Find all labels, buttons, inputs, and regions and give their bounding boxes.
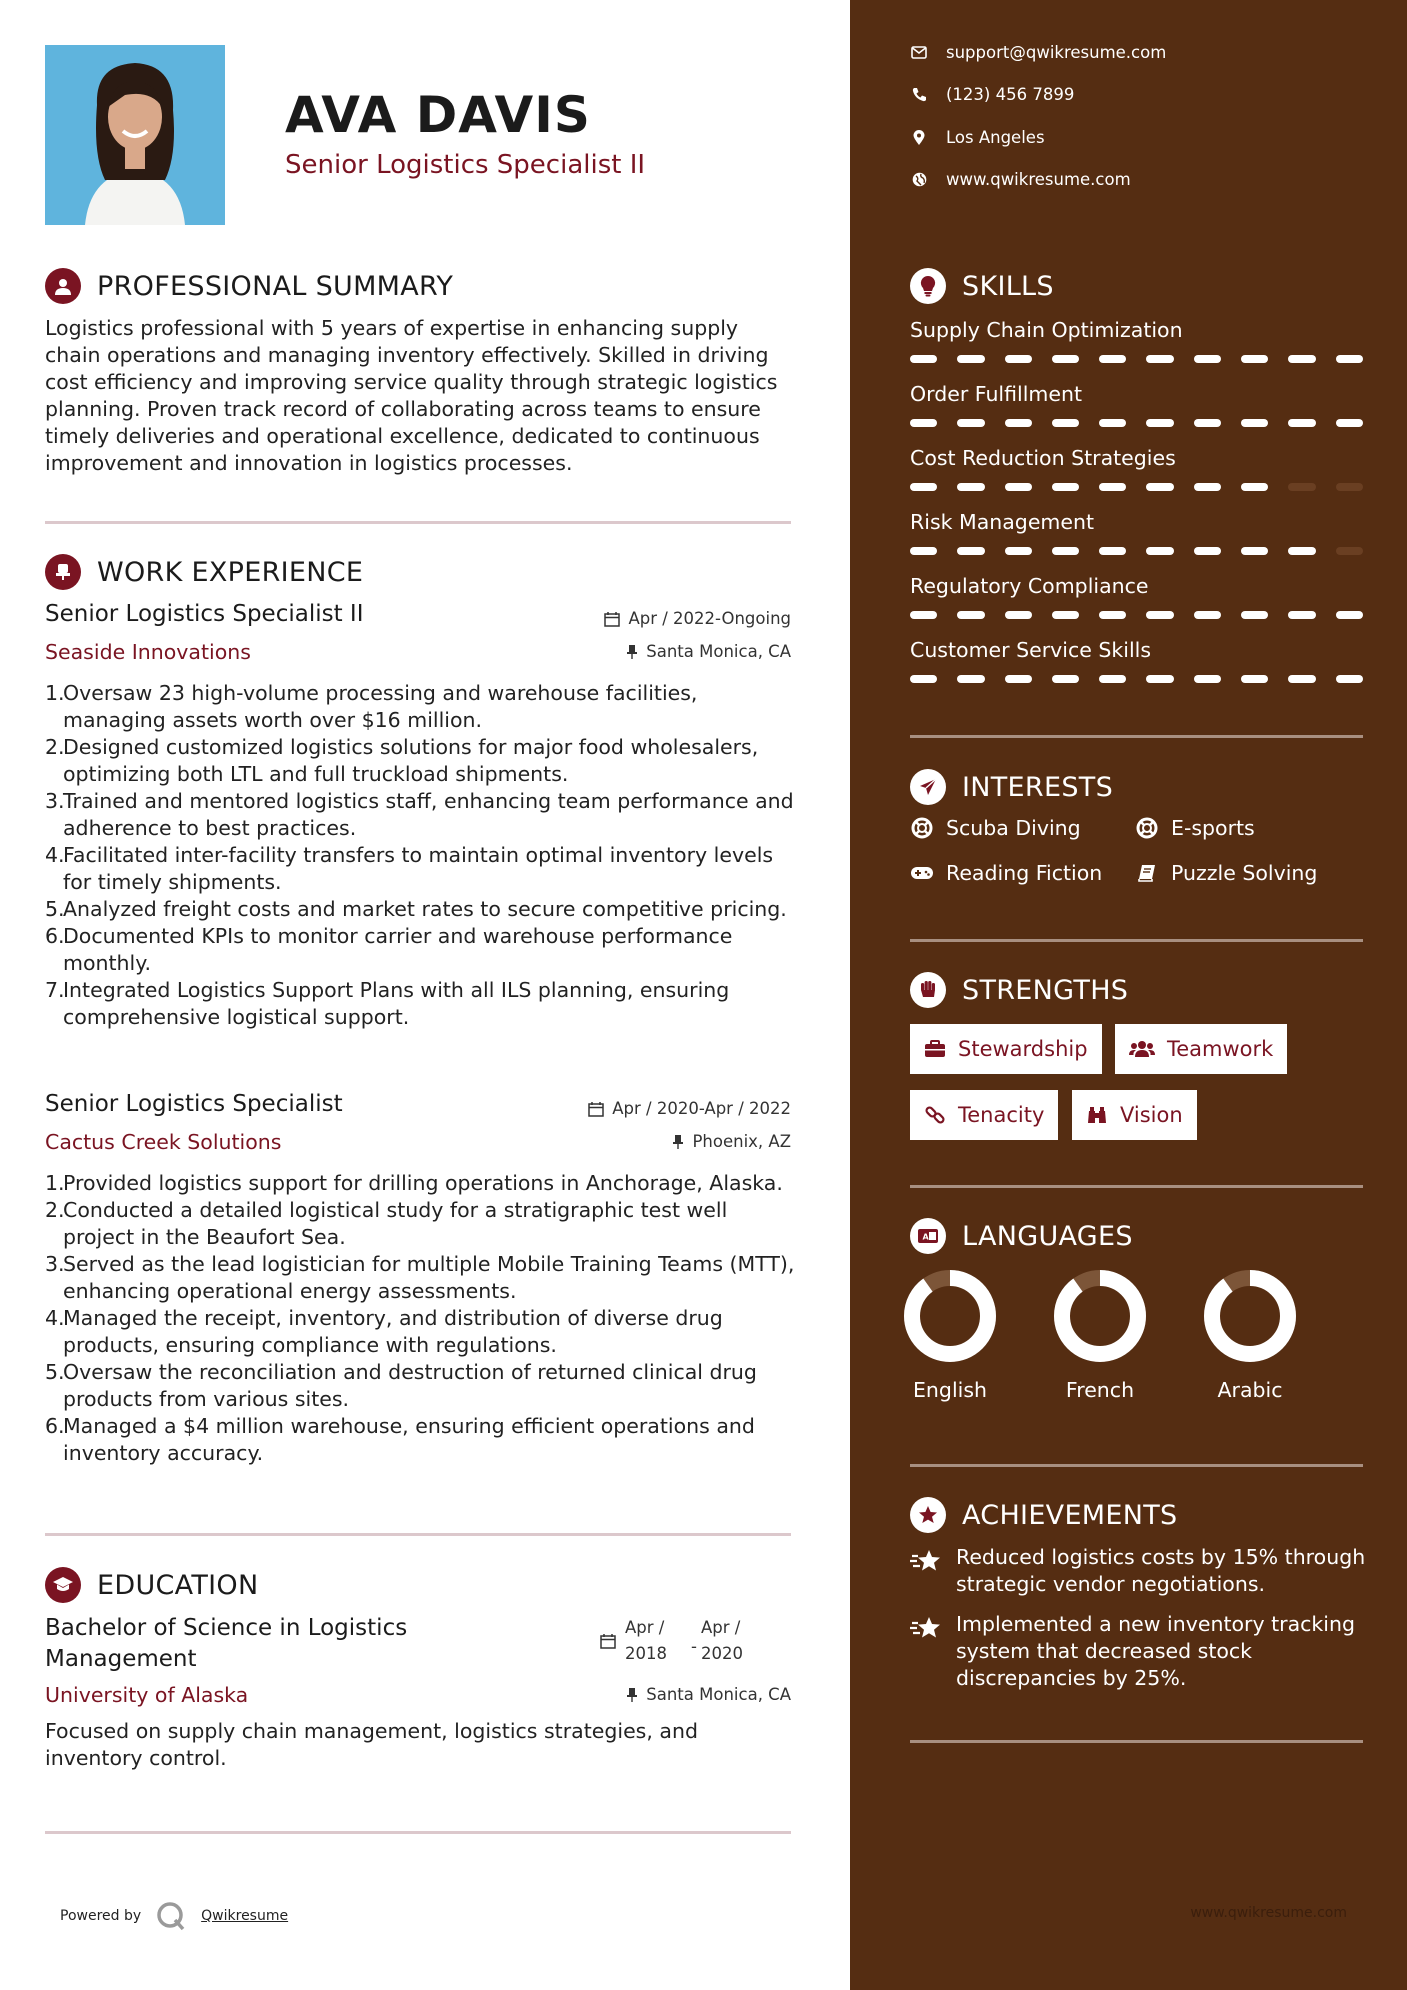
skill-name: Risk Management bbox=[910, 510, 1095, 534]
language-proficiency-arc bbox=[1212, 1278, 1288, 1354]
language-name: Arabic bbox=[1217, 1378, 1283, 1402]
graduation-cap-icon bbox=[45, 1567, 81, 1603]
skill-level-segment bbox=[1052, 419, 1079, 427]
skill-level-segment bbox=[1194, 611, 1221, 619]
strengths-heading-label: STRENGTHS bbox=[962, 974, 1129, 1006]
interest-item bbox=[1135, 861, 1317, 885]
skills-heading bbox=[910, 268, 1054, 304]
job-title: Senior Logistics Specialist bbox=[45, 1091, 343, 1117]
language-proficiency-ring bbox=[902, 1268, 998, 1364]
skill-level-segment bbox=[1241, 611, 1268, 619]
skill-level-segment bbox=[1241, 675, 1268, 683]
achievement-item bbox=[910, 1611, 1370, 1692]
star-icon bbox=[910, 1548, 942, 1598]
calendar-icon bbox=[600, 1633, 616, 1649]
education-heading bbox=[45, 1567, 258, 1603]
school-name: University of Alaska bbox=[45, 1683, 249, 1707]
achievements-heading-label: ACHIEVEMENTS bbox=[962, 1499, 1178, 1531]
skill-level-segment bbox=[1099, 675, 1126, 683]
interest-label: Puzzle Solving bbox=[1171, 861, 1318, 885]
skill-level-segment bbox=[910, 483, 937, 491]
skill-level-segment bbox=[1194, 419, 1221, 427]
skill-level-segment bbox=[1099, 419, 1126, 427]
interest-label: Reading Fiction bbox=[946, 861, 1103, 885]
language-name: English bbox=[912, 1378, 988, 1402]
binoculars-icon bbox=[1086, 1105, 1108, 1125]
achievement-text: Reduced logistics costs by 15% through strategic vendor negotiations. bbox=[956, 1545, 1366, 1596]
skill-level-segment bbox=[957, 611, 984, 619]
languages-heading bbox=[910, 1218, 1133, 1254]
skill-level-segment bbox=[1194, 483, 1221, 491]
star-icon bbox=[910, 1615, 942, 1692]
skill-level-segment bbox=[1241, 483, 1268, 491]
skill-name: Order Fulfillment bbox=[910, 382, 1083, 406]
skill-level-segment bbox=[1005, 355, 1032, 363]
contact-location bbox=[910, 128, 1045, 147]
skill-level-segment bbox=[1288, 675, 1315, 683]
list-item: 4. Managed the receipt, inventory, and distribution of diverse drug products, ensuring compliance with regulations. bbox=[45, 1306, 723, 1357]
skill-level-segment bbox=[1336, 611, 1363, 619]
globe-icon bbox=[910, 171, 928, 189]
list-item: 1. Oversaw 23 high-volume processing and warehouse facilities, managing assets worth over $16 million. bbox=[45, 681, 698, 732]
experience-heading bbox=[45, 554, 363, 590]
divider bbox=[45, 1533, 791, 1536]
divider bbox=[910, 1185, 1363, 1188]
skill-level-segment bbox=[1146, 419, 1173, 427]
skill-level-segment bbox=[957, 483, 984, 491]
powered-by-label: Powered by bbox=[60, 1908, 142, 1924]
calendar-icon bbox=[604, 611, 620, 627]
strengths-heading bbox=[910, 972, 1128, 1008]
phone-icon bbox=[910, 86, 928, 104]
list-item: 6. Documented KPIs to monitor carrier and warehouse performance monthly. bbox=[45, 924, 733, 975]
skill-level-segment bbox=[1005, 419, 1032, 427]
skill-level-segment bbox=[957, 419, 984, 427]
achievement-text: Implemented a new inventory tracking system that decreased stock discrepancies by 25%. bbox=[956, 1612, 1356, 1690]
contact-email-text: support@qwikresume.com bbox=[946, 43, 1167, 62]
skill-level-segment bbox=[1052, 611, 1079, 619]
skill-level-bar bbox=[910, 355, 1363, 363]
contact-phone-text: (123) 456 7899 bbox=[946, 85, 1075, 104]
skill-level-segment bbox=[1336, 547, 1363, 555]
users-icon bbox=[1129, 1040, 1155, 1058]
skill-level-segment bbox=[1146, 547, 1173, 555]
language-proficiency-ring bbox=[1202, 1268, 1298, 1364]
star-badge-icon bbox=[910, 1497, 946, 1533]
languages-heading-label: LANGUAGES bbox=[962, 1220, 1133, 1252]
interest-label: Scuba Diving bbox=[946, 816, 1081, 840]
skill-level-segment bbox=[1194, 547, 1221, 555]
sidebar bbox=[850, 0, 1407, 1990]
interest-label: E-sports bbox=[1171, 816, 1255, 840]
skill-name: Supply Chain Optimization bbox=[910, 318, 1183, 342]
skill-level-segment bbox=[1099, 483, 1126, 491]
qwikresume-logo-icon bbox=[155, 1900, 187, 1932]
skill-level-segment bbox=[957, 675, 984, 683]
contact-email[interactable] bbox=[910, 43, 1166, 62]
degree-line: Management bbox=[45, 1646, 197, 1672]
job-location-text: Santa Monica, CA bbox=[646, 642, 791, 661]
divider bbox=[45, 1831, 791, 1834]
summary-heading bbox=[45, 268, 453, 304]
interests-heading bbox=[910, 769, 1113, 805]
skill-level-segment bbox=[910, 675, 937, 683]
contact-website[interactable] bbox=[910, 170, 1131, 189]
pin-icon bbox=[626, 644, 638, 660]
briefcase-icon bbox=[924, 1040, 946, 1058]
interests-heading-label: INTERESTS bbox=[962, 771, 1114, 803]
life-ring-icon bbox=[1135, 816, 1159, 840]
education-location-text: Santa Monica, CA bbox=[646, 1685, 791, 1704]
divider bbox=[910, 939, 1363, 942]
book-icon bbox=[1135, 861, 1159, 885]
skill-level-segment bbox=[1241, 355, 1268, 363]
language-proficiency-arc bbox=[912, 1278, 988, 1354]
summary-text: Logistics professional with 5 years of expertise in enhancing supply chain operations and managing inventory effectively. Skilled in driving cost efficiency and improving service quality through strategic logistics planning. Proven track record of collaborating across teams to ensure timely deliveries and operational excellence, dedicated to continuous improvement and innovation in logistics processes. bbox=[45, 316, 778, 475]
achievement-item bbox=[910, 1544, 1370, 1598]
skill-level-bar bbox=[910, 547, 1363, 555]
skill-level-segment bbox=[910, 611, 937, 619]
job-bullets bbox=[45, 1170, 795, 1467]
experience-heading-label: WORK EXPERIENCE bbox=[97, 556, 364, 588]
skill-level-segment bbox=[1241, 547, 1268, 555]
link-icon bbox=[924, 1104, 946, 1126]
job-dates-text: Apr / 2022-Ongoing bbox=[628, 609, 791, 628]
footer-url[interactable]: www.qwikresume.com bbox=[1190, 1905, 1347, 1921]
skill-level-segment bbox=[1336, 675, 1363, 683]
skill-level-segment bbox=[1005, 675, 1032, 683]
pin-icon bbox=[672, 1134, 684, 1150]
office-chair-icon bbox=[45, 554, 81, 590]
skill-level-segment bbox=[1146, 675, 1173, 683]
skill-level-segment bbox=[910, 355, 937, 363]
skill-level-bar bbox=[910, 483, 1363, 491]
gamepad-icon bbox=[910, 861, 934, 885]
strength-label: Tenacity bbox=[958, 1103, 1045, 1127]
skill-level-segment bbox=[1336, 483, 1363, 491]
skill-level-segment bbox=[1288, 419, 1315, 427]
contact-location-text: Los Angeles bbox=[946, 128, 1045, 147]
language-name: French bbox=[1065, 1378, 1135, 1402]
job-location-text: Phoenix, AZ bbox=[692, 1132, 791, 1151]
skill-level-segment bbox=[1052, 483, 1079, 491]
skill-level-segment bbox=[1241, 419, 1268, 427]
language-proficiency-arc bbox=[1062, 1278, 1138, 1354]
svg-text:A: A bbox=[922, 1232, 929, 1242]
skill-level-segment bbox=[1099, 611, 1126, 619]
skill-level-segment bbox=[1146, 611, 1173, 619]
education-description: Focused on supply chain management, logistics strategies, and inventory control. bbox=[45, 1719, 698, 1770]
skill-level-segment bbox=[1005, 611, 1032, 619]
candidate-name: AVA DAVIS bbox=[285, 86, 591, 144]
language-item bbox=[1195, 1268, 1305, 1402]
envelope-icon bbox=[910, 44, 928, 62]
summary-heading-label: PROFESSIONAL SUMMARY bbox=[97, 270, 454, 302]
strength-badge bbox=[910, 1090, 1058, 1140]
qwikresume-link[interactable]: Qwikresume bbox=[201, 1908, 289, 1924]
divider bbox=[910, 1464, 1363, 1467]
skill-level-segment bbox=[1146, 483, 1173, 491]
contact-phone[interactable] bbox=[910, 85, 1074, 104]
pin-icon bbox=[626, 1687, 638, 1703]
skill-level-segment bbox=[1099, 355, 1126, 363]
skill-level-segment bbox=[1146, 355, 1173, 363]
paper-plane-icon bbox=[910, 769, 946, 805]
language-item bbox=[1045, 1268, 1155, 1402]
skills-heading-label: SKILLS bbox=[962, 270, 1054, 302]
list-item: 5. Analyzed freight costs and market rates to secure competitive pricing. bbox=[45, 897, 787, 921]
life-ring-icon bbox=[910, 816, 934, 840]
skill-level-segment bbox=[1194, 675, 1221, 683]
achievements-heading bbox=[910, 1497, 1178, 1533]
skill-name: Regulatory Compliance bbox=[910, 574, 1149, 598]
user-icon bbox=[45, 268, 81, 304]
skill-level-segment bbox=[910, 547, 937, 555]
education-dates bbox=[600, 1615, 743, 1667]
contact-website-text: www.qwikresume.com bbox=[946, 170, 1131, 189]
divider bbox=[910, 735, 1363, 738]
job-dates-text: Apr / 2020-Apr / 2022 bbox=[612, 1099, 791, 1118]
date-separator: - bbox=[691, 1636, 697, 1656]
education-location bbox=[626, 1685, 791, 1704]
list-item: 1. Provided logistics support for drilling operations in Anchorage, Alaska. bbox=[45, 1171, 783, 1195]
skill-name: Customer Service Skills bbox=[910, 638, 1152, 662]
strength-label: Teamwork bbox=[1167, 1037, 1274, 1061]
skill-level-segment bbox=[1052, 355, 1079, 363]
language-item bbox=[895, 1268, 1005, 1402]
skill-level-segment bbox=[1194, 355, 1221, 363]
skill-level-segment bbox=[1005, 483, 1032, 491]
education-heading-label: EDUCATION bbox=[97, 1569, 259, 1601]
job-dates bbox=[588, 1099, 791, 1118]
skill-level-bar bbox=[910, 675, 1363, 683]
list-item: 6. Managed a $4 million warehouse, ensuring efficient operations and inventory accuracy. bbox=[45, 1414, 755, 1465]
job-dates bbox=[604, 609, 791, 628]
language-proficiency-ring bbox=[1052, 1268, 1148, 1364]
fist-icon bbox=[910, 972, 946, 1008]
skill-level-segment bbox=[1336, 355, 1363, 363]
list-item: 7. Integrated Logistics Support Plans with all ILS planning, ensuring comprehensive logistical support. bbox=[45, 978, 730, 1029]
interest-item bbox=[910, 816, 1081, 840]
start-date: Apr / 2018 bbox=[625, 1618, 667, 1663]
skill-level-segment bbox=[1099, 547, 1126, 555]
skill-level-segment bbox=[1336, 419, 1363, 427]
candidate-title: Senior Logistics Specialist II bbox=[285, 150, 646, 180]
job-location bbox=[626, 642, 791, 661]
skill-level-segment bbox=[1005, 547, 1032, 555]
skill-level-segment bbox=[1288, 611, 1315, 619]
lightbulb-icon bbox=[910, 268, 946, 304]
language-icon bbox=[910, 1218, 946, 1254]
list-item: 3. Trained and mentored logistics staff, enhancing team performance and adherence to best practices. bbox=[45, 789, 794, 840]
interest-item bbox=[1135, 816, 1255, 840]
skill-level-segment bbox=[1288, 355, 1315, 363]
calendar-icon bbox=[588, 1101, 604, 1117]
skill-level-segment bbox=[1052, 675, 1079, 683]
job-title: Senior Logistics Specialist II bbox=[45, 601, 364, 627]
skill-level-segment bbox=[957, 547, 984, 555]
list-item: 2. Conducted a detailed logistical study for a stratigraphic test well project in the Beaufort Sea. bbox=[45, 1198, 728, 1249]
degree bbox=[45, 1613, 407, 1675]
end-date: Apr / 2020 bbox=[700, 1618, 743, 1663]
list-item: 5. Oversaw the reconciliation and destruction of returned clinical drug products from various sites. bbox=[45, 1360, 757, 1411]
skill-level-bar bbox=[910, 611, 1363, 619]
degree-line: Bachelor of Science in Logistics bbox=[45, 1615, 408, 1641]
divider bbox=[910, 1740, 1363, 1743]
skill-level-segment bbox=[1288, 547, 1315, 555]
divider bbox=[45, 521, 791, 524]
skill-level-bar bbox=[910, 419, 1363, 427]
skill-level-segment bbox=[1288, 483, 1315, 491]
job-bullets bbox=[45, 680, 795, 1031]
strength-label: Vision bbox=[1120, 1103, 1183, 1127]
job-location bbox=[672, 1132, 791, 1151]
list-item: 3. Served as the lead logistician for multiple Mobile Training Teams (MTT), enhancing operational energy assessments. bbox=[45, 1252, 795, 1303]
skill-level-segment bbox=[957, 355, 984, 363]
company-name: Seaside Innovations bbox=[45, 640, 251, 664]
profile-photo bbox=[45, 45, 225, 225]
skill-level-segment bbox=[910, 419, 937, 427]
strength-badge bbox=[910, 1024, 1102, 1074]
strength-badge bbox=[1072, 1090, 1197, 1140]
skill-level-segment bbox=[1052, 547, 1079, 555]
map-marker-icon bbox=[910, 129, 928, 147]
interest-item bbox=[910, 861, 1102, 885]
strength-badge bbox=[1115, 1024, 1287, 1074]
list-item: 4. Facilitated inter-facility transfers to maintain optimal inventory levels for timely shipments. bbox=[45, 843, 774, 894]
skill-name: Cost Reduction Strategies bbox=[910, 446, 1176, 470]
list-item: 2. Designed customized logistics solutions for major food wholesalers, optimizing both LTL and full truckload shipments. bbox=[45, 735, 759, 786]
powered-by bbox=[60, 1900, 288, 1932]
strength-label: Stewardship bbox=[958, 1037, 1088, 1061]
company-name: Cactus Creek Solutions bbox=[45, 1130, 282, 1154]
